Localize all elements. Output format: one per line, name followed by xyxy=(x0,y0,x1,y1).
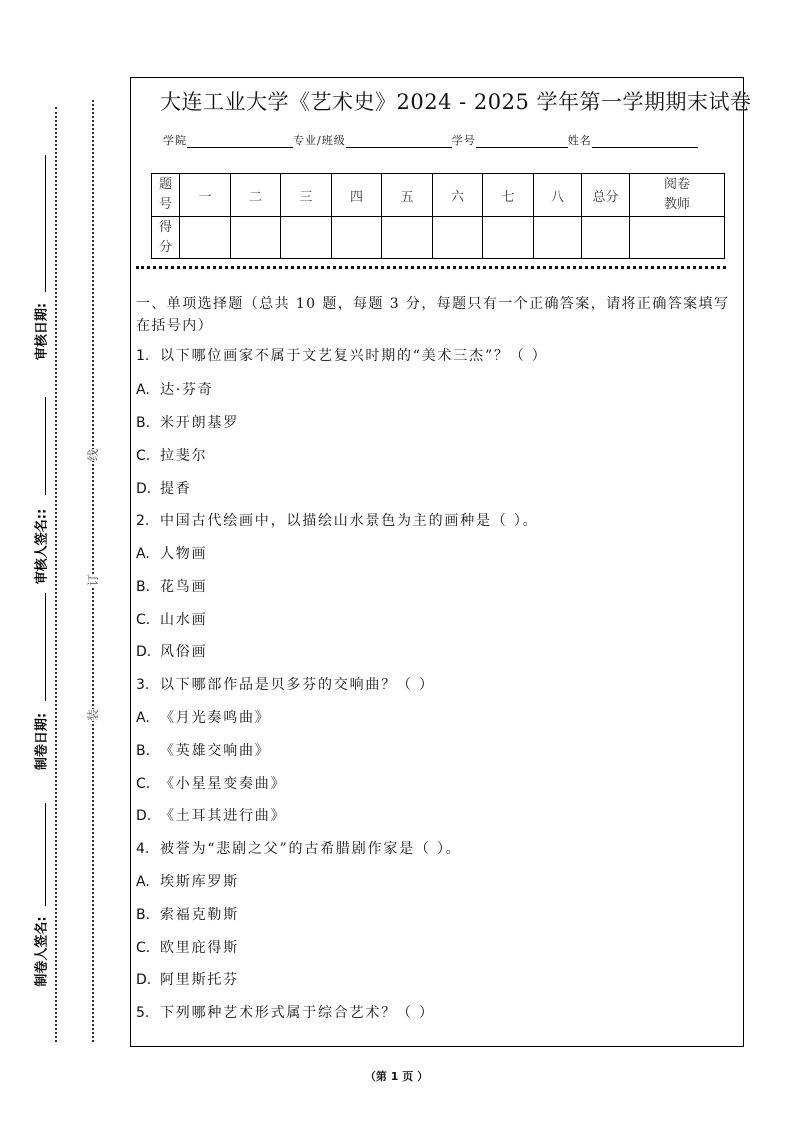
q3-option-c[interactable]: C. 《小星星变奏曲》 xyxy=(136,776,287,792)
q1-option-c[interactable]: C. 拉斐尔 xyxy=(136,448,208,464)
score-table xyxy=(151,173,725,259)
col-3: 三 xyxy=(281,174,332,217)
score-cell-grader[interactable] xyxy=(630,217,725,259)
question-1: 1. 以下哪位画家不属于文艺复兴时期的“美术三杰”？（ ） xyxy=(136,348,548,364)
score-cell-6[interactable] xyxy=(433,217,483,259)
bind-char-xian: 线 xyxy=(86,448,101,462)
signature-line xyxy=(45,803,46,906)
question-number-row xyxy=(152,174,725,217)
score-cell-2[interactable] xyxy=(231,217,281,259)
score-row xyxy=(152,217,725,259)
q4-option-b[interactable]: B. 索福克勒斯 xyxy=(136,907,239,923)
col-6: 六 xyxy=(433,174,483,217)
page-number: （第 1 页 ） xyxy=(364,1070,429,1083)
q2-option-a[interactable]: A. 人物画 xyxy=(136,546,208,562)
q2-option-c[interactable]: C. 山水画 xyxy=(136,612,208,628)
score-cell-4[interactable] xyxy=(332,217,382,259)
q4-option-a[interactable]: A. 埃斯库罗斯 xyxy=(136,874,239,890)
q2-option-d[interactable]: D. 风俗画 xyxy=(136,644,208,660)
score-cell-7[interactable] xyxy=(483,217,534,259)
col-total: 总分 xyxy=(582,174,630,217)
q3-option-b[interactable]: B. 《英雄交响曲》 xyxy=(136,743,271,759)
review-date-label: 审核日期: xyxy=(34,302,50,361)
question-4: 4. 被誉为“悲剧之父”的古希腊剧作家是（ ）。 xyxy=(136,841,462,857)
col-7: 七 xyxy=(483,174,534,217)
col-4: 四 xyxy=(332,174,382,217)
bind-char-ding: 订 xyxy=(86,573,101,587)
row-header-question: 题 号 xyxy=(152,174,180,217)
question-2: 2. 中国古代绘画中，以描绘山水景色为主的画种是（ ）。 xyxy=(136,513,539,529)
q1-option-b[interactable]: B. 米开朗基罗 xyxy=(136,415,239,431)
reviewer-signature-label: 审核人签名:: xyxy=(34,508,50,585)
score-cell-3[interactable] xyxy=(281,217,332,259)
col-1: 一 xyxy=(180,174,231,217)
name-label: 姓名 xyxy=(567,134,592,147)
signature-line xyxy=(45,593,46,701)
student-info-row xyxy=(163,132,698,148)
paper-date-label: 制卷日期: xyxy=(34,712,50,771)
paper-author-signature-label: 制卷人签名: xyxy=(34,916,50,987)
question-5: 5. 下列哪种艺术形式属于综合艺术？（ ） xyxy=(136,1005,435,1021)
signature-line xyxy=(45,155,46,292)
name-field[interactable] xyxy=(592,134,698,148)
inner-dotted-line xyxy=(92,100,94,1042)
student-id-field[interactable] xyxy=(476,134,568,148)
college-label: 学院 xyxy=(163,134,187,147)
college-field[interactable] xyxy=(187,134,293,148)
score-cell-5[interactable] xyxy=(382,217,433,259)
major-class-field[interactable] xyxy=(346,134,452,148)
student-id-label: 学号 xyxy=(451,134,476,147)
outer-dotted-line xyxy=(55,107,57,1042)
section-1-instruction: 一、单项选择题（总共 10 题，每题 3 分，每题只有一个正确答案，请将正确答案填写在括号内） xyxy=(136,296,730,334)
q1-option-a[interactable]: A. 达·芬奇 xyxy=(136,382,214,398)
signature-line xyxy=(45,397,46,495)
q3-option-a[interactable]: A. 《月光奏鸣曲》 xyxy=(136,710,271,726)
q4-option-c[interactable]: C. 欧里庇得斯 xyxy=(136,940,239,956)
question-3: 3. 以下哪部作品是贝多芬的交响曲？（ ） xyxy=(136,677,435,693)
col-5: 五 xyxy=(382,174,433,217)
bind-char-zhuang: 装 xyxy=(86,708,101,722)
dotted-separator xyxy=(136,266,726,269)
q4-option-d[interactable]: D. 阿里斯托芬 xyxy=(136,972,239,988)
major-class-label: 专业/班级 xyxy=(293,134,346,147)
score-cell-total[interactable] xyxy=(582,217,630,259)
col-grader: 阅卷 教师 xyxy=(630,174,725,217)
q1-option-d[interactable]: D. 提香 xyxy=(136,481,192,497)
score-cell-8[interactable] xyxy=(534,217,582,259)
exam-title: 大连工业大学《艺术史》2024 - 2025 学年第一学期期末试卷 xyxy=(160,90,752,114)
q2-option-b[interactable]: B. 花鸟画 xyxy=(136,579,208,595)
col-2: 二 xyxy=(231,174,281,217)
score-cell-1[interactable] xyxy=(180,217,231,259)
q3-option-d[interactable]: D. 《土耳其进行曲》 xyxy=(136,808,287,824)
col-8: 八 xyxy=(534,174,582,217)
row-header-score: 得 分 xyxy=(152,217,180,259)
